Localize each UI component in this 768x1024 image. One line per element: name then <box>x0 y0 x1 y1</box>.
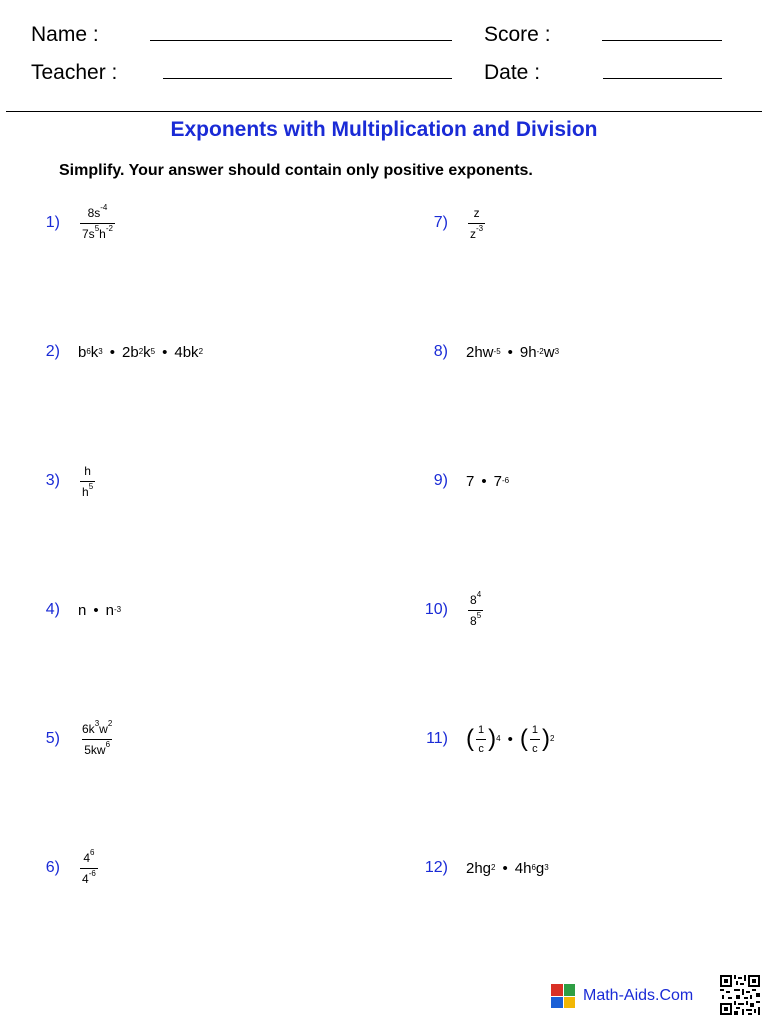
teacher-line <box>163 78 452 79</box>
multiply-dot: • <box>109 343 116 361</box>
problem-expression: b 6 k 3 • 2b 2 k 5 • 4bk 2 <box>78 343 204 361</box>
score-label: Score : <box>484 23 551 46</box>
worksheet-title: Exponents with Multiplication and Division <box>170 118 598 141</box>
multiply-dot: • <box>93 601 99 619</box>
fraction <box>80 464 95 499</box>
problem-4 <box>14 580 121 640</box>
fraction <box>476 724 486 755</box>
problem-number: 7) <box>433 214 448 231</box>
problem-11 <box>402 709 554 769</box>
problem-9 <box>402 451 509 511</box>
denominator: $4^{-6}$ <box>82 868 96 886</box>
teacher-label: Teacher : <box>31 61 118 84</box>
denominator: $5kw^6$ <box>84 739 111 757</box>
qr-code-icon <box>720 975 760 1015</box>
multiply-dot: • <box>507 343 513 361</box>
problem-number: 6) <box>45 859 60 876</box>
problem-number: 10) <box>424 601 448 618</box>
problem-expression <box>78 202 117 241</box>
problem-number: 11) <box>426 730 448 747</box>
numerator: $6k^3w^2$ <box>82 718 113 736</box>
footer-brand <box>551 984 693 1008</box>
denominator: $7s^5h^{-2}$ <box>82 223 113 241</box>
denominator: $h^5$ <box>82 481 94 499</box>
denominator: c <box>476 739 486 755</box>
multiply-dot: • <box>502 859 508 877</box>
name-line <box>150 40 452 41</box>
right-paren: ) <box>488 725 497 752</box>
numerator: 1 <box>478 723 485 736</box>
score-line <box>602 40 722 41</box>
problem-expression: 2hw -5 • 9h -2 w 3 <box>466 343 560 361</box>
fraction <box>80 202 115 241</box>
multiply-dot: • <box>481 472 487 490</box>
problem-number: 5) <box>45 730 60 747</box>
problem-number: 4) <box>45 601 60 618</box>
multiply-dot: • <box>507 730 513 748</box>
problem-expression <box>466 206 487 241</box>
denominator: $8^5$ <box>470 610 482 628</box>
problem-expression: n • n -3 <box>78 601 122 619</box>
fraction <box>80 718 114 757</box>
problem-3 <box>14 451 97 511</box>
numerator: $8^4$ <box>470 589 482 607</box>
date-line <box>603 78 722 79</box>
problem-1 <box>14 193 117 253</box>
problem-expression <box>78 464 97 499</box>
problem-10 <box>402 580 485 640</box>
problem-expression: 2hg 2 • 4h 6 g 3 <box>466 859 549 877</box>
problem-expression: 7 • 7 -6 <box>466 472 510 490</box>
left-paren: ( <box>466 725 474 752</box>
problem-expression <box>78 847 100 886</box>
numerator: $4^6$ <box>83 847 95 865</box>
problem-8 <box>402 322 559 382</box>
problem-number: 12) <box>424 859 448 876</box>
problem-number: 1) <box>45 214 60 231</box>
problem-5 <box>14 709 116 769</box>
calculator-icon <box>551 984 575 1008</box>
problem-7 <box>402 193 487 253</box>
problem-expression: ( $\frac{1}{c}$ ) 4 • ( $\frac{1}{c}$ ) 2 <box>466 723 555 755</box>
instructions: Simplify. Your answer should contain only positive exponents. <box>59 162 533 179</box>
problem-number: 3) <box>45 472 60 489</box>
denominator: c <box>530 739 540 755</box>
numerator: z <box>473 205 480 220</box>
problem-expression <box>466 589 485 628</box>
right-paren: ) <box>541 725 550 752</box>
name-label: Name : <box>31 23 99 46</box>
problem-number: 9) <box>433 472 448 489</box>
numerator: h <box>84 463 91 478</box>
left-paren: ( <box>519 725 528 752</box>
problem-6 <box>14 838 100 898</box>
problem-expression <box>78 718 116 757</box>
brand-link[interactable]: Math-Aids.Com <box>583 987 694 1004</box>
problem-number: 8) <box>433 343 448 360</box>
header-divider <box>6 111 762 112</box>
fraction <box>468 589 483 628</box>
problem-number: 2) <box>45 343 60 360</box>
denominator: $z^{-3}$ <box>470 223 484 241</box>
numerator: 1 <box>531 723 538 736</box>
fraction <box>468 206 485 241</box>
multiply-dot: • <box>162 343 168 361</box>
problem-12 <box>402 838 549 898</box>
fraction <box>530 724 540 755</box>
numerator: $8s^{-4}$ <box>87 202 108 220</box>
problem-2 <box>14 322 203 382</box>
fraction <box>80 847 98 886</box>
date-label: Date : <box>484 61 541 84</box>
